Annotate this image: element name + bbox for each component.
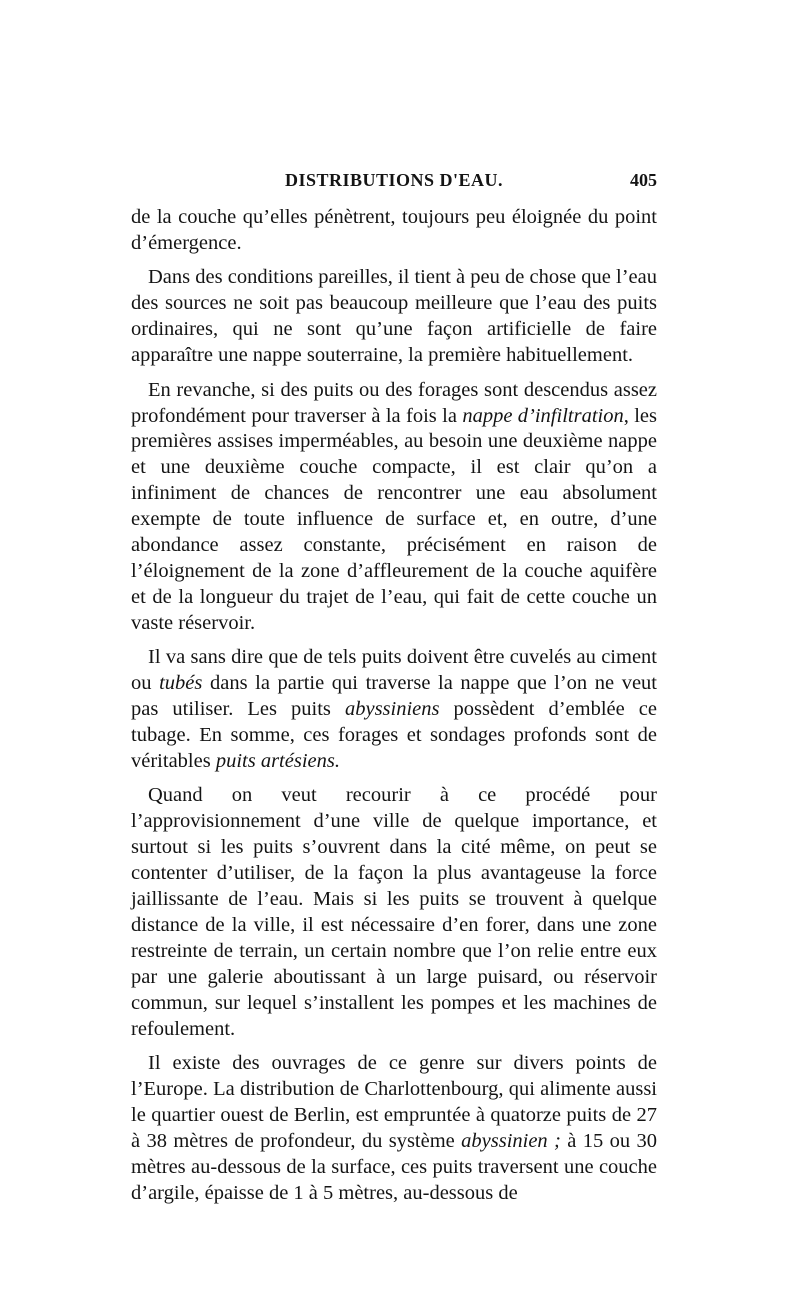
paragraph-5: Quand on veut recourir à ce procédé pour l’approvisionnement d’une ville de quelque importance, et surtout si les puits s’ouvrent dans la cité même, on peut se contenter d’utiliser, de la façon la plus avantageuse la force jaillissante de l’eau. Mais si les puits se trouvent à quelque distance de la ville, il est nécessaire d’en forer, dans une zone restreinte de terrain, un certain nombre que l’on relie entre eux par une galerie aboutissant à un large puisard, ou réservoir commun, sur lequel s’installent les pompes et les machines de refoulement. <box>131 784 657 1040</box>
paragraph-3 <box>131 378 657 637</box>
body-text <box>131 205 657 1215</box>
paragraph-4-text-e: possèdent d’emblée ce tubage. En somme, ces forages et sondages profonds sont de véritables <box>131 698 657 772</box>
paragraph-4-italic-abyssiniens: abyssiniens <box>344 698 440 721</box>
paragraph-2: Dans des conditions pareilles, il tient à peu de chose que l’eau des sources ne soit pas beaucoup meilleure que l’eau des puits ordinaires, qui ne sont qu’une façon artificielle de faire apparaître une nappe souterraine, la première habituellement. <box>131 266 657 367</box>
paragraph-6-italic-abyssinien: abyssinien ; <box>461 1129 561 1152</box>
paragraph-3-text-c: , les premières assises imperméables, au besoin une deuxième nappe et une deuxième couche compacte, il est clair qu’on a infiniment de chances de rencontrer une eau absolument exempte de toute influence de surface et, en outre, d’une abondance assez constante, précisément en raison de l’éloignement de la zone d’affleurement de la couche aquifère et de la longueur du trajet de l’eau, qui fait de cette couche un vaste réservoir. <box>131 404 657 634</box>
page-number: 405 <box>630 170 657 190</box>
paragraph-4-italic-puits-artesiens: puits artésiens. <box>215 749 340 772</box>
paragraph-4-italic-tubes: tubés <box>159 672 203 695</box>
paragraph-6-text-a: Il existe des ouvrages de ce genre sur divers points de l’Europe. La distribution de Charlottenbourg, qui alimente aussi le quartier ouest de Berlin, est empruntée à quatorze puits de 27 à 38 mètres de profondeur, du système <box>131 1052 657 1152</box>
paragraph-4-text-a: Il va sans dire que de tels puits doivent être cuvelés au ciment ou <box>131 646 657 695</box>
paragraph-4-text-c: dans la partie qui traverse la nappe que l’on ne veut pas utiliser. Les puits <box>131 672 657 721</box>
paragraph-4 <box>131 645 657 775</box>
running-title: DISTRIBUTIONS D'EAU. <box>284 170 504 190</box>
paragraph-1: de la couche qu’elles pénètrent, toujours peu éloignée du point d’émergence. <box>131 206 657 254</box>
paragraph-6-text-c: à 15 ou 30 mètres au-dessous de la surface, ces puits traversent une couche d’argile, épaisse de 1 à 5 mètres, au-dessous de <box>131 1129 657 1204</box>
paragraph-3-italic-term: nappe d’infiltration <box>462 404 624 427</box>
paragraph-6 <box>131 1051 657 1206</box>
running-header <box>131 170 657 196</box>
paragraph-3-text-a: En revanche, si des puits ou des forages sont descendus assez profondément pour traverser à la fois la <box>131 378 657 427</box>
